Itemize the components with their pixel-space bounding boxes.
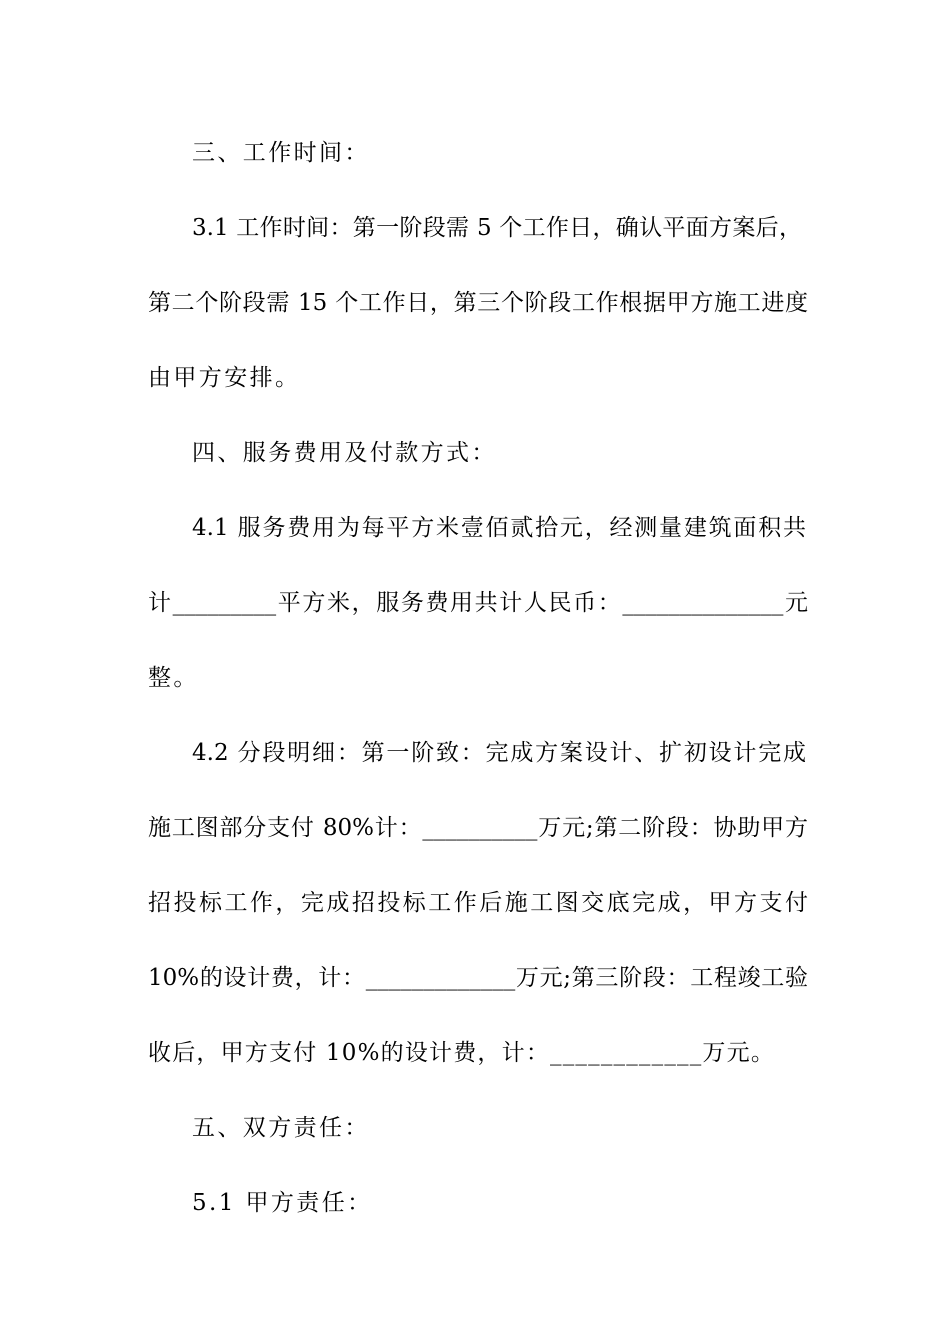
paragraph-3-1-line-2: 第二个阶段需 15 个工作日，第三个阶段工作根据甲方施工进度: [148, 290, 808, 316]
paragraph-4-2-line-3: 招投标工作，完成招投标工作后施工图交底完成，甲方支付: [148, 890, 808, 916]
section-3-heading: 三、工作时间：: [192, 140, 370, 166]
paragraph-4-1-line-2: 计_________平方米，服务费用共计人民币：______________元: [148, 590, 808, 616]
paragraph-4-2-line-5: 收后，甲方支付 10%的设计费，计：____________万元。: [148, 1040, 776, 1066]
paragraph-5-1-heading: 5.1 甲方责任：: [192, 1190, 373, 1216]
paragraph-4-2-line-2: 施工图部分支付 80%计：__________万元;第二阶段：协助甲方: [148, 815, 808, 841]
paragraph-4-1-line-1: 4.1 服务费用为每平方米壹佰贰拾元，经测量建筑面积共: [192, 515, 806, 541]
paragraph-4-1-line-3: 整。: [148, 665, 199, 691]
section-4-heading: 四、服务费用及付款方式：: [192, 440, 497, 466]
paragraph-4-2-line-1: 4.2 分段明细：第一阶致：完成方案设计、扩初设计完成: [192, 740, 806, 766]
section-5-heading: 五、双方责任：: [192, 1115, 370, 1141]
paragraph-3-1-line-1: 3.1 工作时间：第一阶段需 5 个工作日，确认平面方案后，: [192, 215, 802, 241]
paragraph-4-2-line-4: 10%的设计费，计：_____________万元;第三阶段：工程竣工验: [148, 965, 808, 991]
paragraph-3-1-line-3: 由甲方安排。: [148, 365, 301, 391]
